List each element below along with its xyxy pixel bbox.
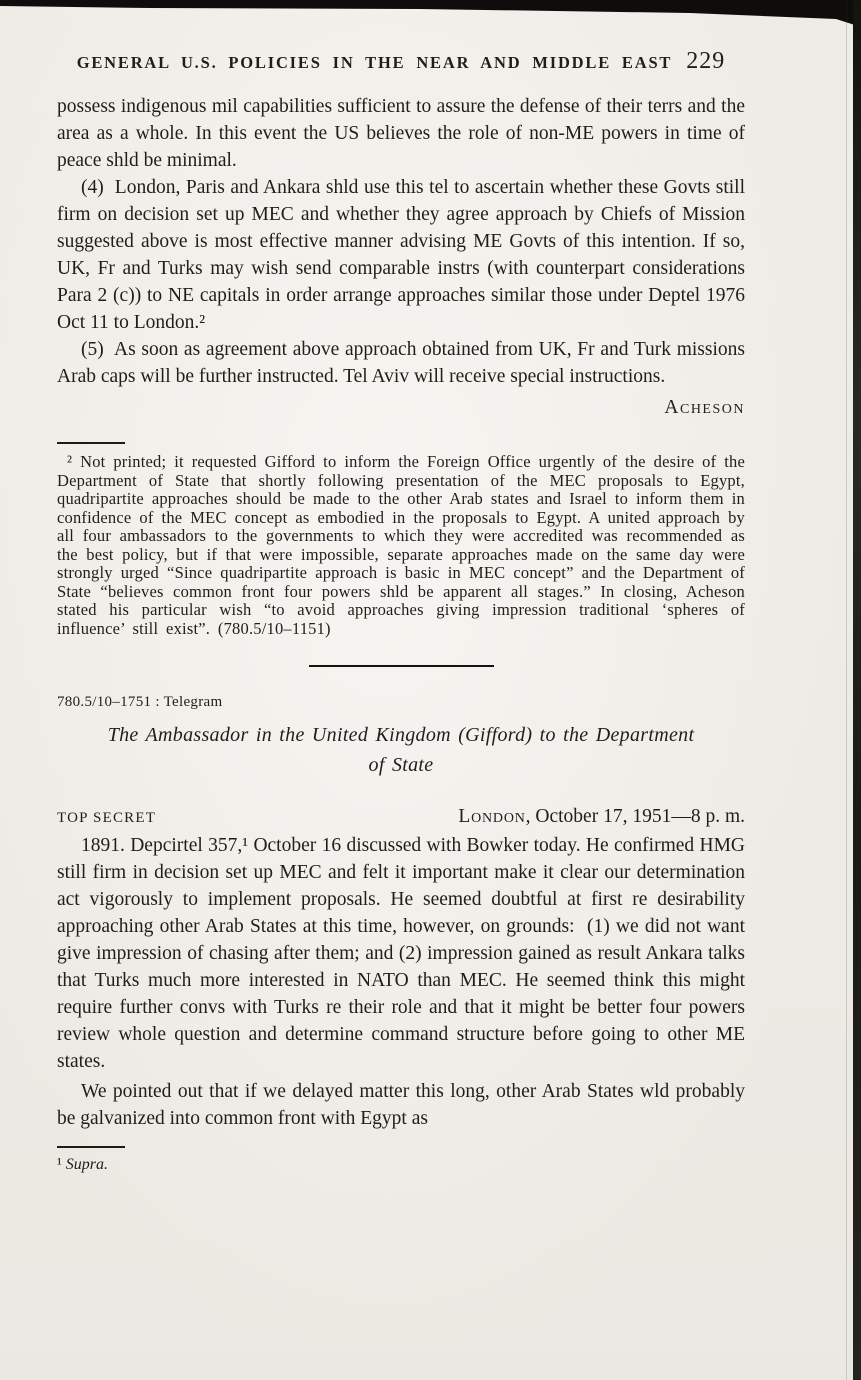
doc2-paragraph-1: 1891. Depcirtel 357,¹ October 16 discussed with Bowker today. He confirmed HMG still firm in decision set up MEC and felt it important make it clear our determination act vigorously to implement proposals. He seemed doubtful at first re desirability approaching other Arab States at this time, however, on grounds: (1) we did not want give impression of chasing after them; and (2) impression gained as result Ankara talks that Turks much more interested in NATO than MEC. He seemed think this might require further convs with Turks re their role and that it might be better four powers review whole question and determine command structure before going to other ME states. bbox=[57, 835, 745, 1072]
doc2-file-reference: 780.5/10–1751 : Telegram bbox=[57, 694, 223, 710]
doc2-dateline-rest: , October 17, 1951—8 p. m. bbox=[525, 806, 745, 827]
doc2-dateline bbox=[57, 806, 745, 828]
page-number: 229 bbox=[686, 48, 726, 74]
doc2-footnote-1 bbox=[57, 1156, 745, 1174]
doc2-title bbox=[57, 720, 745, 780]
doc2-title-line-2: of State bbox=[368, 754, 434, 776]
running-head bbox=[57, 48, 745, 75]
doc2-title-line-1: The Ambassador in the United Kingdom (Gifford) to the Department bbox=[107, 724, 695, 746]
doc1-paragraph-5: (5) As soon as agreement above approach obtained from UK, Fr and Turk missions Arab caps will be further instructed. Tel Aviv will receive special instructions. bbox=[57, 339, 745, 387]
doc2-place-and-date bbox=[458, 806, 745, 828]
footnote-separator-rule bbox=[57, 442, 125, 444]
doc2-classification: TOP SECRET bbox=[57, 810, 157, 826]
doc2-dateline-place: London bbox=[458, 806, 526, 827]
doc2-footnote-1-marker: ¹ bbox=[57, 1156, 66, 1173]
doc2-paragraph-2: We pointed out that if we delayed matter this long, other Arab States wld probably be galvanized into common front with Egypt as bbox=[57, 1081, 745, 1129]
bottom-footnote-rule bbox=[57, 1146, 125, 1148]
doc1-paragraph-continuation: possess indigenous mil capabilities sufficient to assure the defense of their terrs and the area as a whole. In this event the US believes the role of non-ME powers in time of peace shld be minimal. bbox=[57, 96, 745, 171]
doc1-signature: Acheson bbox=[664, 397, 745, 418]
doc1-paragraph-4: (4) London, Paris and Ankara shld use this tel to ascertain whether these Govts still firm on decision set up MEC and whether they agree approach by Chiefs of Mission suggested above is most effective manner advising ME Govts of this intention. If so, UK, Fr and Turks may wish send comparable instrs (with counterpart considerations Para 2 (c)) to NE capitals in order arrange approaches similar those under Deptel 1976 Oct 11 to London.² bbox=[57, 177, 745, 333]
document-divider-rule bbox=[309, 665, 494, 667]
doc1-footnote-2: ² Not printed; it requested Gifford to inform the Foreign Office urgently of the desire of the Department of State that shortly following presentation of the MEC proposals to Egypt, quadripartite approaches should be made to the other Arab states and Israel to inform them in confidence of the MEC concept as embodied in the proposals to Egypt. A united approach by all four ambassadors to the governments to which they were accredited was recommended as the best policy, but if that were impossible, separate approaches made on the same day were strongly urged “Since quadripartite approach is basic in MEC concept” and the Department of State “believes common front four powers shld be apparent all stages.” In closing, Acheson stated his particular wish “to avoid approaches giving impression traditional ‘spheres of influence’ still exist”. (780.5/10–1151) bbox=[57, 452, 745, 638]
running-head-title: GENERAL U.S. POLICIES IN THE NEAR AND MIDDLE EAST bbox=[76, 53, 673, 72]
doc2-footnote-1-text: Supra. bbox=[65, 1156, 109, 1173]
